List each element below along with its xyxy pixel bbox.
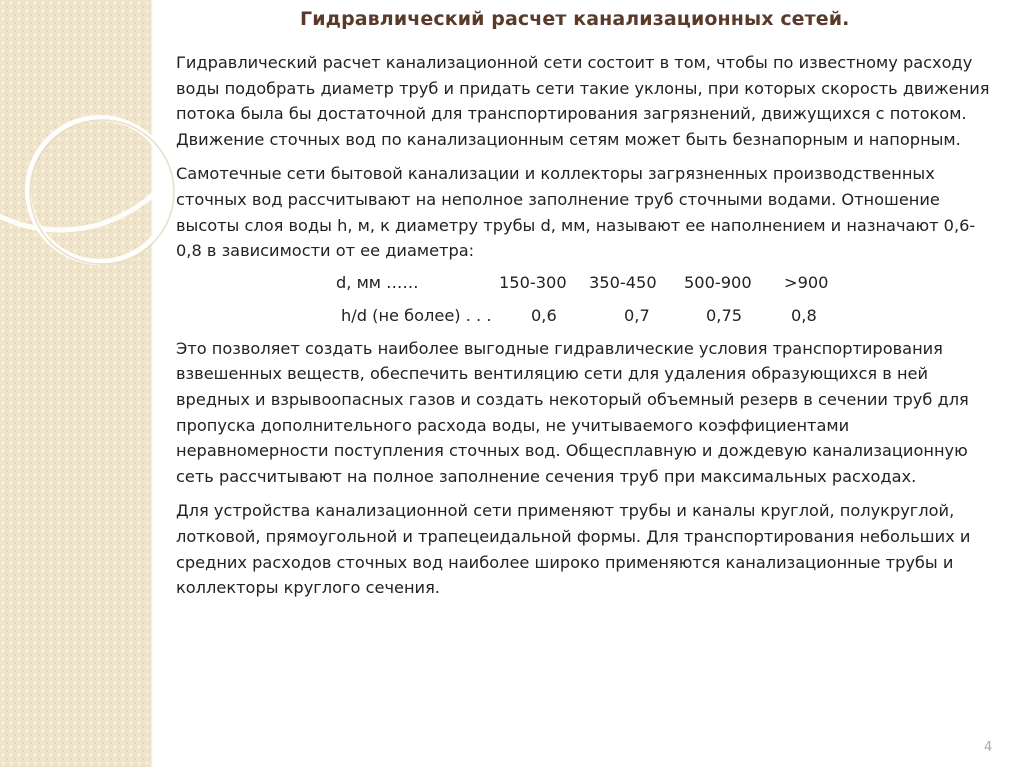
fill-ratio-value: 0,8: [791, 305, 817, 325]
paragraph-gravity-networks: Самотечные сети бытовой канализации и коллекторы загрязненных производственных сточных вод рассчитывают на неполное заполнение труб сточными водами. Отношение высоты слоя воды h, м, к диаметру трубы d, мм, называют ее наполнением и назначают 0,6-0,8 в зависимости от ее диаметра:: [176, 164, 976, 261]
fill-ratio-value: 0,6: [531, 305, 557, 325]
fill-ratio-value: 0,75: [706, 305, 743, 325]
diameter-value: 500-900: [684, 272, 752, 292]
diameter-value: 350-450: [589, 272, 657, 292]
table-row-fill-ratio: [176, 303, 991, 336]
paragraph-pipe-shapes: Для устройства канализационной сети применяют трубы и каналы круглой, полукруглой, лотковой, прямоугольной и трапецеидальной формы. Для транспортирования небольших и средних расходов сточных вод наиболее широко применяются канализационные трубы и коллекторы круглого сечения.: [176, 501, 971, 598]
fill-ratio-table: [176, 270, 991, 336]
fill-ratio-label: h/d (не более) . . .: [341, 305, 492, 325]
paragraph-intro: Гидравлический расчет канализационной сети состоит в том, чтобы по известному расходу воды подобрать диаметр труб и придать сети такие уклоны, при которых скорость движения потока была бы достаточной для транспортирования загрязнений, движущихся с потоком. Движение сточных вод по канализационным сетям может быть безнапорным и напорным.: [176, 53, 990, 149]
table-row-diameter: [176, 270, 991, 303]
diameter-value: >900: [784, 272, 829, 292]
fill-ratio-value: 0,7: [624, 305, 650, 325]
diameter-label: d, мм ……: [336, 272, 419, 292]
page-number: 4: [984, 740, 993, 755]
diameter-value: 150-300: [499, 272, 567, 292]
page-title: Гидравлический расчет канализационных сетей.: [300, 8, 850, 30]
main-content: [176, 50, 991, 610]
paragraph-advantages: Это позволяет создать наиболее выгодные гидравлические условия транспортирования взвешенных веществ, обеспечить вентиляцию сети для удаления образующихся в ней вредных и взрывоопасных газов и создать некоторый объемный резерв в сечении труб для пропуска дополнительного расхода воды, не учитываемого коэффициентами неравномерности поступления сточных вод. Общесплавную и дождевую канализационную сеть рассчитывают на полное заполнение сечения труб при максимальных расходах.: [176, 338, 969, 486]
